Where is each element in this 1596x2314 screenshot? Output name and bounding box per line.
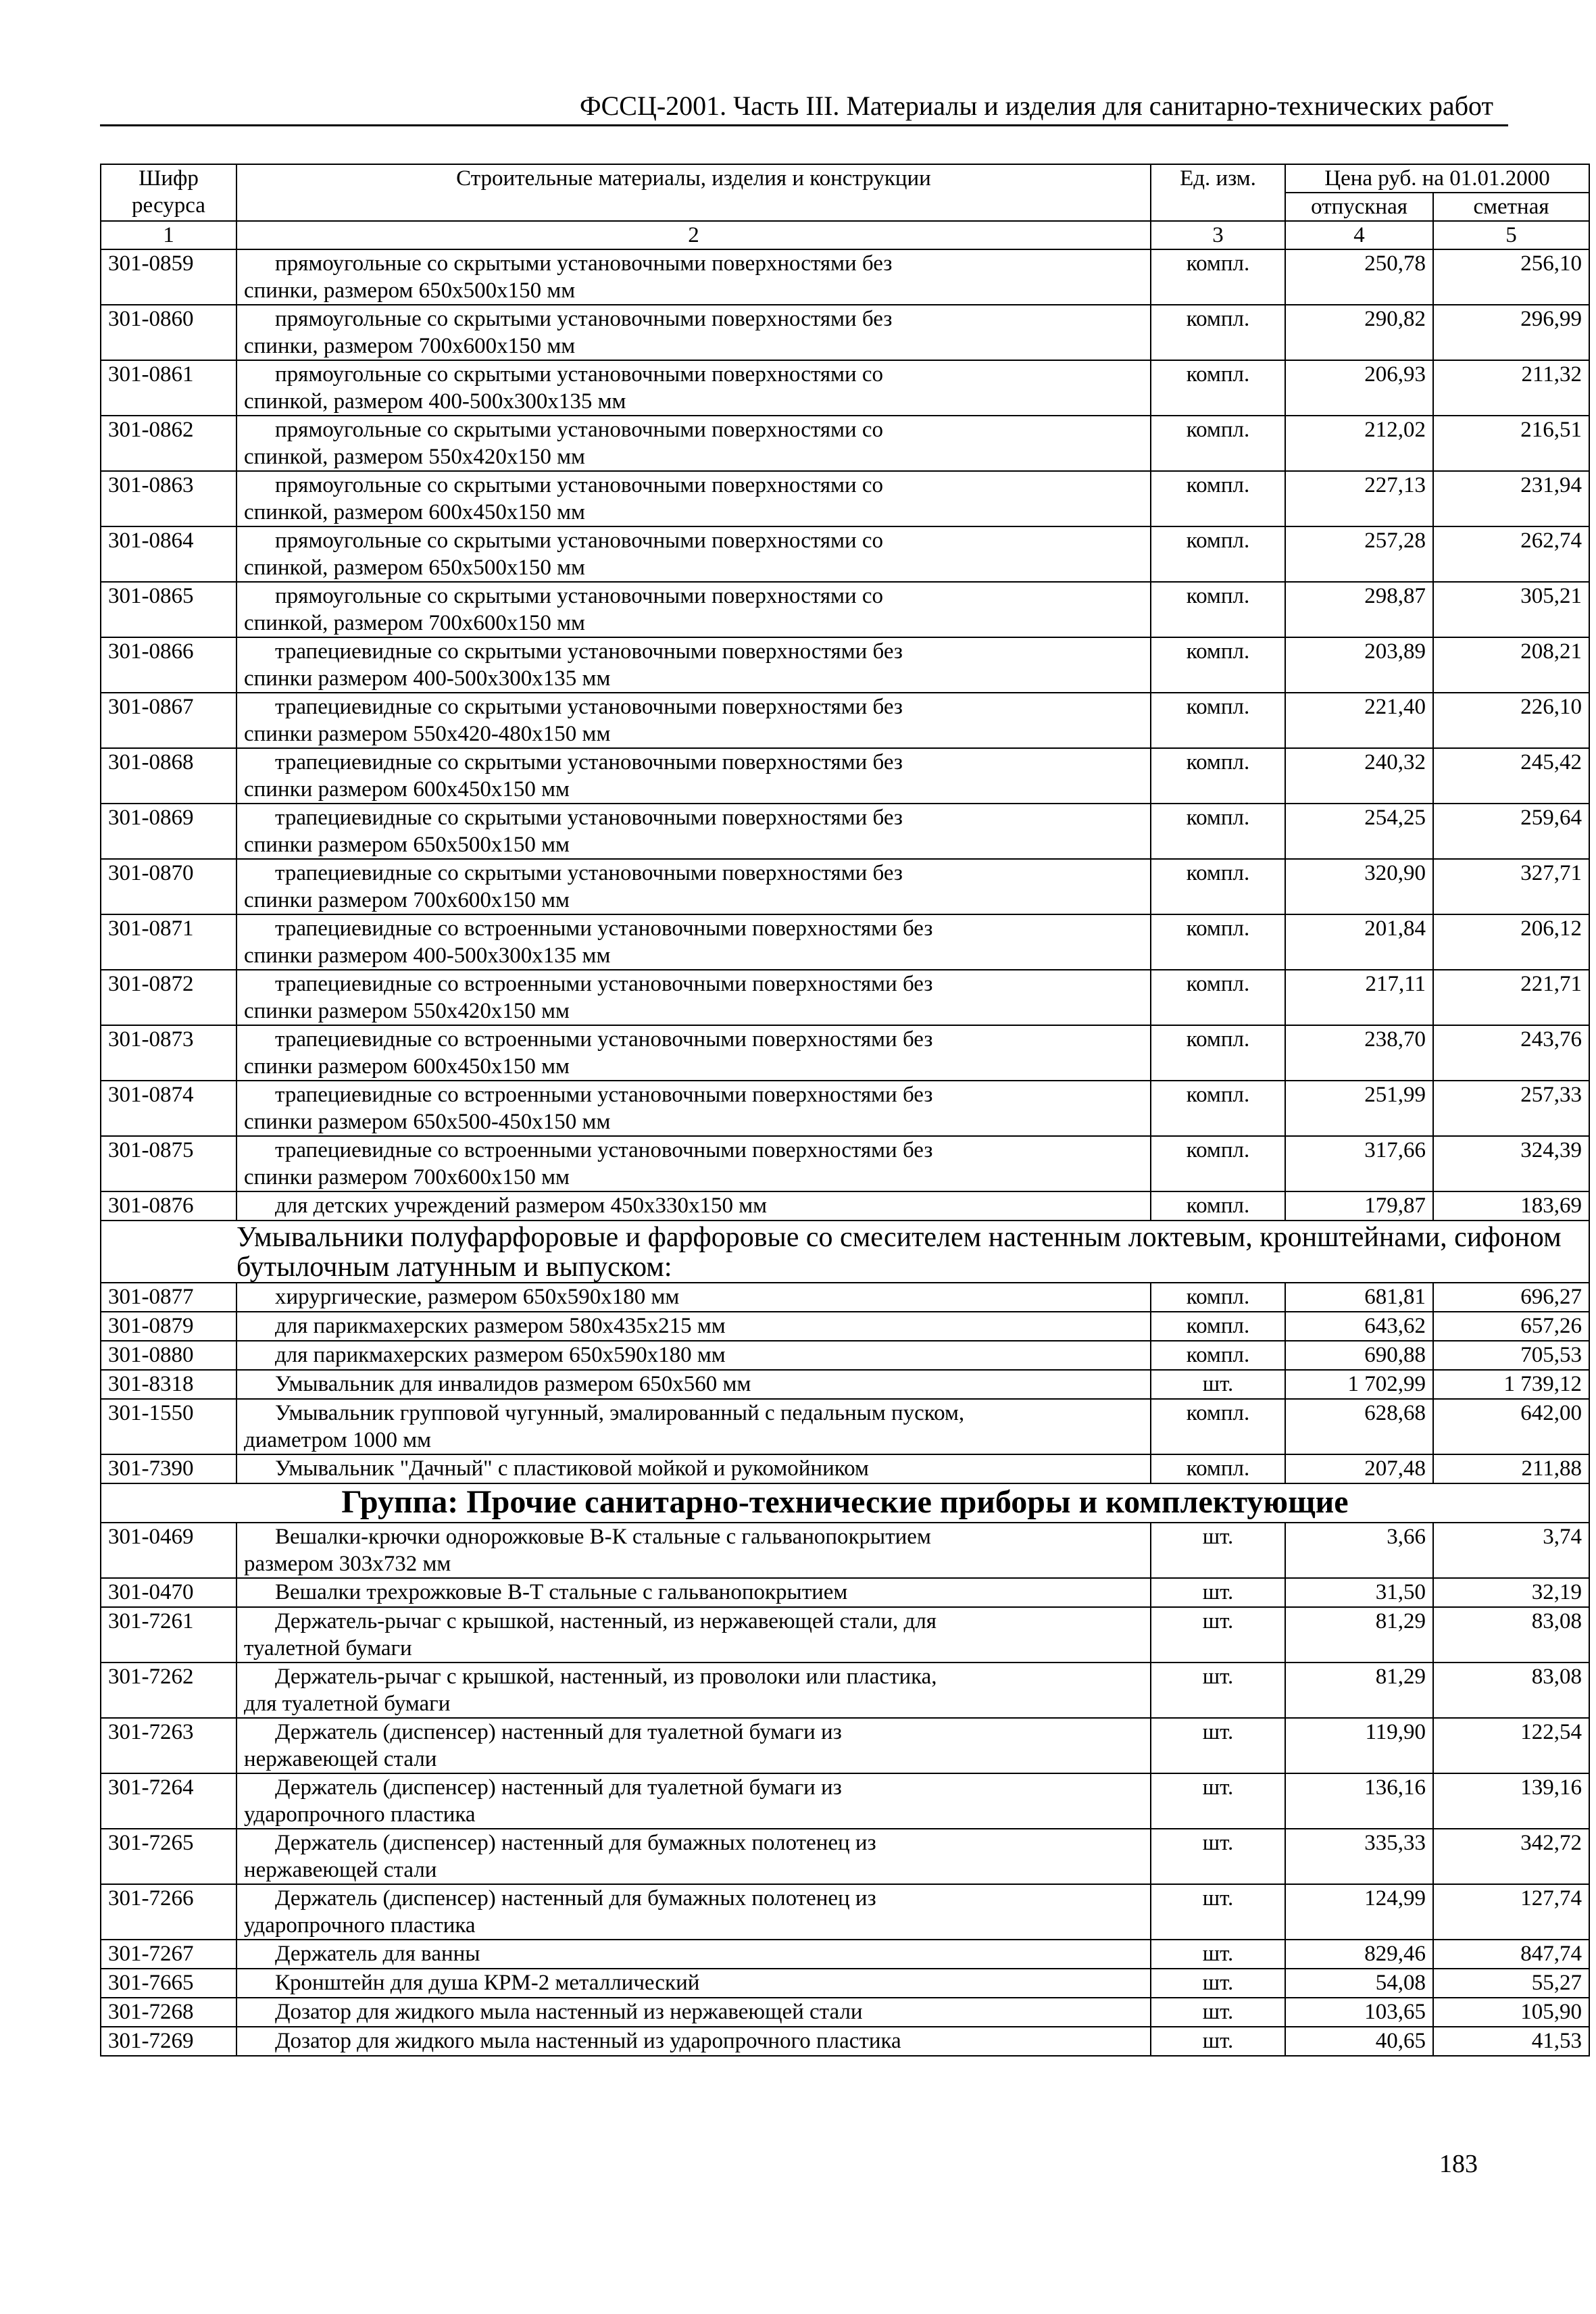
table-row [101, 526, 1589, 582]
resource-code: 301-7390 [101, 1454, 236, 1483]
description-line: Держатель-рычаг с крышкой, настенный, из нержавеющей стали, для [275, 1609, 937, 1633]
estimate-price: 245,42 [1433, 748, 1589, 804]
estimate-price: 243,76 [1433, 1025, 1589, 1081]
col-number: 1 [101, 221, 236, 249]
table-row [101, 637, 1589, 693]
resource-code: 301-0867 [101, 693, 236, 748]
unit-cell: компл. [1151, 970, 1285, 1025]
unit-cell: шт. [1151, 1523, 1285, 1578]
release-price: 119,90 [1285, 1718, 1433, 1773]
item-description [236, 914, 1151, 970]
item-description [236, 748, 1151, 804]
col-header-estimate: сметная [1433, 193, 1589, 221]
item-description [236, 1663, 1151, 1718]
resource-code: 301-0861 [101, 360, 236, 416]
description-line: трапециевидные со встроенными установочными поверхностями без [275, 1083, 933, 1107]
unit-cell: шт. [1151, 1773, 1285, 1829]
table-row [101, 914, 1589, 970]
table-row [101, 693, 1589, 748]
estimate-price: 41,53 [1433, 2027, 1589, 2056]
table-row [101, 1998, 1589, 2027]
estimate-price: 83,08 [1433, 1607, 1589, 1663]
description-line: прямоугольные со скрытыми установочными поверхностями со [275, 473, 884, 497]
release-price: 298,87 [1285, 582, 1433, 637]
description-line: прямоугольные со скрытыми установочными поверхностями со [275, 362, 884, 387]
item-description [236, 1312, 1151, 1341]
release-price: 31,50 [1285, 1578, 1433, 1607]
release-price: 81,29 [1285, 1663, 1433, 1718]
item-description [236, 360, 1151, 416]
resource-code: 301-0860 [101, 305, 236, 360]
group-heading-row [101, 1483, 1589, 1523]
description-line: прямоугольные со скрытыми установочными поверхностями без [275, 307, 893, 331]
estimate-price: 657,26 [1433, 1312, 1589, 1341]
resource-code: 301-0876 [101, 1191, 236, 1221]
resource-code: 301-7268 [101, 1998, 236, 2027]
estimate-price: 183,69 [1433, 1191, 1589, 1221]
description-line: спинки размером 550х420х150 мм [244, 999, 570, 1023]
unit-cell: компл. [1151, 471, 1285, 526]
table-row [101, 748, 1589, 804]
item-description [236, 1454, 1151, 1483]
resource-code: 301-7267 [101, 1940, 236, 1969]
unit-cell: компл. [1151, 1399, 1285, 1454]
description-line: спинки размером 400-500х300х135 мм [244, 666, 611, 691]
item-description [236, 1884, 1151, 1940]
description-line: Держатель (диспенсер) настенный для бумажных полотенец из [275, 1831, 876, 1855]
description-line: трапециевидные со скрытыми установочными поверхностями без [275, 750, 903, 774]
estimate-price: 139,16 [1433, 1773, 1589, 1829]
description-line: для парикмахерских размером 580х435х215 мм [275, 1314, 726, 1338]
item-description [236, 1025, 1151, 1081]
release-price: 290,82 [1285, 305, 1433, 360]
resource-code: 301-0470 [101, 1578, 236, 1607]
description-line: диаметром 1000 мм [244, 1428, 431, 1452]
release-price: 212,02 [1285, 416, 1433, 471]
item-description [236, 1940, 1151, 1969]
item-description [236, 249, 1151, 305]
release-price: 1 702,99 [1285, 1370, 1433, 1399]
table-row [101, 970, 1589, 1025]
table-row [101, 305, 1589, 360]
description-line: Вешалки трехрожковые В-Т стальные с гальванопокрытием [275, 1580, 848, 1604]
item-description [236, 804, 1151, 859]
table-row [101, 1136, 1589, 1191]
description-line: спинки, размером 700х600х150 мм [244, 334, 576, 358]
release-price: 221,40 [1285, 693, 1433, 748]
unit-cell: шт. [1151, 1829, 1285, 1884]
resource-code: 301-7262 [101, 1663, 236, 1718]
description-line: трапециевидные со скрытыми установочными поверхностями без [275, 695, 903, 719]
item-description [236, 970, 1151, 1025]
col-header-name: Строительные материалы, изделия и конструкции [236, 164, 1151, 221]
description-line: ударопрочного пластика [244, 1802, 476, 1827]
table-row [101, 1370, 1589, 1399]
unit-cell: шт. [1151, 1718, 1285, 1773]
release-price: 254,25 [1285, 804, 1433, 859]
release-price: 238,70 [1285, 1025, 1433, 1081]
unit-cell: шт. [1151, 1884, 1285, 1940]
unit-cell: компл. [1151, 582, 1285, 637]
description-line: спинкой, размером 400-500х300х135 мм [244, 389, 626, 414]
estimate-price: 259,64 [1433, 804, 1589, 859]
table-row [101, 1829, 1589, 1884]
item-description [236, 1607, 1151, 1663]
description-line: спинкой, размером 650х500х150 мм [244, 556, 585, 580]
item-description [236, 1283, 1151, 1312]
description-line: трапециевидные со встроенными установочными поверхностями без [275, 1138, 933, 1162]
description-line: Держатель (диспенсер) настенный для туалетной бумаги из [275, 1775, 842, 1800]
release-price: 317,66 [1285, 1136, 1433, 1191]
table-row [101, 1454, 1589, 1483]
description-line: трапециевидные со скрытыми установочными поверхностями без [275, 861, 903, 885]
description-line: нержавеющей стали [244, 1858, 437, 1882]
price-table [100, 164, 1590, 2057]
description-line: спинки, размером 650х500х150 мм [244, 278, 576, 303]
release-price: 136,16 [1285, 1773, 1433, 1829]
item-description [236, 305, 1151, 360]
resource-code: 301-0469 [101, 1523, 236, 1578]
release-price: 179,87 [1285, 1191, 1433, 1221]
description-line: спинкой, размером 600х450х150 мм [244, 500, 585, 524]
item-description [236, 1718, 1151, 1773]
description-line: Дозатор для жидкого мыла настенный из ударопрочного пластика [275, 2029, 901, 2053]
resource-code: 301-0872 [101, 970, 236, 1025]
description-line: Держатель (диспенсер) настенный для бумажных полотенец из [275, 1886, 876, 1911]
unit-cell: шт. [1151, 1969, 1285, 1998]
section-heading-row [101, 1221, 1589, 1283]
description-line: прямоугольные со скрытыми установочными поверхностями со [275, 528, 884, 553]
estimate-price: 1 739,12 [1433, 1370, 1589, 1399]
table-row [101, 1312, 1589, 1341]
table-row [101, 1773, 1589, 1829]
col-header-price: Цена руб. на 01.01.2000 [1285, 164, 1589, 193]
release-price: 643,62 [1285, 1312, 1433, 1341]
item-description [236, 416, 1151, 471]
table-row [101, 1191, 1589, 1221]
description-line: Кронштейн для душа КРМ-2 металлический [275, 1971, 700, 1995]
release-price: 201,84 [1285, 914, 1433, 970]
release-price: 257,28 [1285, 526, 1433, 582]
description-line: трапециевидные со встроенными установочными поверхностями без [275, 1027, 933, 1052]
column-numbers-row [101, 221, 1589, 249]
unit-cell: шт. [1151, 1940, 1285, 1969]
description-line: спинки размером 600х450х150 мм [244, 777, 570, 802]
estimate-price: 296,99 [1433, 305, 1589, 360]
item-description [236, 1341, 1151, 1370]
resource-code: 301-0868 [101, 748, 236, 804]
unit-cell: шт. [1151, 1607, 1285, 1663]
estimate-price: 83,08 [1433, 1663, 1589, 1718]
description-line: туалетной бумаги [244, 1636, 412, 1660]
estimate-price: 221,71 [1433, 970, 1589, 1025]
description-line: спинки размером 550х420-480х150 мм [244, 722, 611, 746]
resource-code: 301-0870 [101, 859, 236, 914]
description-line: для детских учреждений размером 450х330х150 мм [275, 1193, 768, 1218]
release-price: 124,99 [1285, 1884, 1433, 1940]
resource-code: 301-0879 [101, 1312, 236, 1341]
estimate-price: 262,74 [1433, 526, 1589, 582]
release-price: 251,99 [1285, 1081, 1433, 1136]
description-line: ударопрочного пластика [244, 1913, 476, 1938]
running-header [100, 87, 1508, 126]
unit-cell: компл. [1151, 526, 1285, 582]
description-line: Держатель (диспенсер) настенный для туалетной бумаги из [275, 1720, 842, 1744]
estimate-price: 32,19 [1433, 1578, 1589, 1607]
unit-cell: компл. [1151, 1081, 1285, 1136]
resource-code: 301-7261 [101, 1607, 236, 1663]
release-price: 54,08 [1285, 1969, 1433, 1998]
table-row [101, 1081, 1589, 1136]
unit-cell: компл. [1151, 637, 1285, 693]
item-description [236, 526, 1151, 582]
page-number: 183 [1439, 2150, 1478, 2178]
unit-cell: компл. [1151, 693, 1285, 748]
estimate-price: 342,72 [1433, 1829, 1589, 1884]
item-description [236, 637, 1151, 693]
resource-code: 301-0866 [101, 637, 236, 693]
release-price: 690,88 [1285, 1341, 1433, 1370]
unit-cell: компл. [1151, 305, 1285, 360]
description-line: прямоугольные со скрытыми установочными поверхностями без [275, 251, 893, 276]
table-row [101, 471, 1589, 526]
table-row [101, 1523, 1589, 1578]
estimate-price: 305,21 [1433, 582, 1589, 637]
table-row [101, 1718, 1589, 1773]
header-row [101, 164, 1589, 193]
estimate-price: 327,71 [1433, 859, 1589, 914]
unit-cell: компл. [1151, 1341, 1285, 1370]
unit-cell: компл. [1151, 1454, 1285, 1483]
release-price: 829,46 [1285, 1940, 1433, 1969]
description-line: нержавеющей стали [244, 1747, 437, 1771]
description-line: Умывальник "Дачный" с пластиковой мойкой и рукомойником [275, 1456, 869, 1481]
col-number: 4 [1285, 221, 1433, 249]
description-line: Умывальник групповой чугунный, эмалированный с педальным пуском, [275, 1401, 965, 1425]
table-row [101, 1578, 1589, 1607]
resource-code: 301-0859 [101, 249, 236, 305]
unit-cell: компл. [1151, 804, 1285, 859]
resource-code: 301-0873 [101, 1025, 236, 1081]
release-price: 250,78 [1285, 249, 1433, 305]
description-line: прямоугольные со скрытыми установочными поверхностями со [275, 418, 884, 442]
estimate-price: 216,51 [1433, 416, 1589, 471]
description-line: спинки размером 400-500х300х135 мм [244, 943, 611, 968]
release-price: 207,48 [1285, 1454, 1433, 1483]
unit-cell: шт. [1151, 1998, 1285, 2027]
unit-cell: компл. [1151, 1283, 1285, 1312]
resource-code: 301-0877 [101, 1283, 236, 1312]
estimate-price: 256,10 [1433, 249, 1589, 305]
resource-code: 301-7269 [101, 2027, 236, 2056]
item-description [236, 1136, 1151, 1191]
estimate-price: 208,21 [1433, 637, 1589, 693]
item-description [236, 582, 1151, 637]
table-row [101, 804, 1589, 859]
release-price: 3,66 [1285, 1523, 1433, 1578]
release-price: 203,89 [1285, 637, 1433, 693]
table-row [101, 1663, 1589, 1718]
description-line: прямоугольные со скрытыми установочными поверхностями со [275, 584, 884, 608]
unit-cell: компл. [1151, 1025, 1285, 1081]
table-row [101, 859, 1589, 914]
release-price: 681,81 [1285, 1283, 1433, 1312]
unit-cell: компл. [1151, 1312, 1285, 1341]
resource-code: 301-7264 [101, 1773, 236, 1829]
release-price: 240,32 [1285, 748, 1433, 804]
col-number: 3 [1151, 221, 1285, 249]
estimate-price: 105,90 [1433, 1998, 1589, 2027]
description-line: для туалетной бумаги [244, 1692, 451, 1716]
group-heading: Группа: Прочие санитарно-технические приборы и комплектующие [101, 1483, 1589, 1523]
estimate-price: 3,74 [1433, 1523, 1589, 1578]
description-line: Держатель-рычаг с крышкой, настенный, из проволоки или пластика, [275, 1665, 937, 1689]
table-row [101, 1607, 1589, 1663]
item-description [236, 1829, 1151, 1884]
description-line: спинкой, размером 700х600х150 мм [244, 611, 585, 635]
description-line: спинкой, размером 550х420х150 мм [244, 445, 585, 469]
description-line: спинки размером 650х500х150 мм [244, 833, 570, 857]
resource-code: 301-0874 [101, 1081, 236, 1136]
unit-cell: шт. [1151, 1370, 1285, 1399]
unit-cell: компл. [1151, 914, 1285, 970]
description-line: размером 303х732 мм [244, 1552, 451, 1576]
table-row [101, 1025, 1589, 1081]
estimate-price: 696,27 [1433, 1283, 1589, 1312]
item-description [236, 1773, 1151, 1829]
resource-code: 301-7266 [101, 1884, 236, 1940]
item-description [236, 1399, 1151, 1454]
table-row [101, 1969, 1589, 1998]
resource-code: 301-0880 [101, 1341, 236, 1370]
col-header-release: отпускная [1285, 193, 1433, 221]
table-row [101, 2027, 1589, 2056]
release-price: 217,11 [1285, 970, 1433, 1025]
unit-cell: компл. [1151, 249, 1285, 305]
description-line: хирургические, размером 650х590х180 мм [275, 1285, 680, 1309]
item-description [236, 1523, 1151, 1578]
resource-code: 301-0863 [101, 471, 236, 526]
unit-cell: компл. [1151, 1191, 1285, 1221]
release-price: 206,93 [1285, 360, 1433, 416]
col-header-code: Шифр ресурса [101, 164, 236, 221]
description-line: Вешалки-крючки однорожковые В-К стальные с гальванопокрытием [275, 1525, 931, 1549]
unit-cell: компл. [1151, 416, 1285, 471]
estimate-price: 231,94 [1433, 471, 1589, 526]
description-line: Умывальник для инвалидов размером 650х560 мм [275, 1372, 751, 1396]
description-line: трапециевидные со скрытыми установочными поверхностями без [275, 639, 903, 664]
table-row [101, 1399, 1589, 1454]
item-description [236, 1998, 1151, 2027]
description-line: для парикмахерских размером 650х590х180 мм [275, 1343, 726, 1367]
estimate-price: 122,54 [1433, 1718, 1589, 1773]
resource-code: 301-0875 [101, 1136, 236, 1191]
item-description [236, 1191, 1151, 1221]
item-description [236, 471, 1151, 526]
unit-cell: компл. [1151, 748, 1285, 804]
resource-code: 301-1550 [101, 1399, 236, 1454]
unit-cell: шт. [1151, 1663, 1285, 1718]
estimate-price: 642,00 [1433, 1399, 1589, 1454]
release-price: 320,90 [1285, 859, 1433, 914]
estimate-price: 257,33 [1433, 1081, 1589, 1136]
release-price: 335,33 [1285, 1829, 1433, 1884]
table-row [101, 1283, 1589, 1312]
item-description [236, 859, 1151, 914]
unit-cell: компл. [1151, 1136, 1285, 1191]
resource-code: 301-0862 [101, 416, 236, 471]
description-line: трапециевидные со встроенными установочными поверхностями без [275, 916, 933, 941]
item-description [236, 693, 1151, 748]
release-price: 227,13 [1285, 471, 1433, 526]
section-heading: Умывальники полуфарфоровые и фарфоровые со смесителем настенным локтевым, кронштейнами, сифоном бутылочным латунным и выпуском: [101, 1221, 1589, 1283]
resource-code: 301-0864 [101, 526, 236, 582]
unit-cell: компл. [1151, 859, 1285, 914]
description-line: трапециевидные со встроенными установочными поверхностями без [275, 972, 933, 996]
table-row [101, 1940, 1589, 1969]
table-row [101, 1341, 1589, 1370]
unit-cell: компл. [1151, 360, 1285, 416]
col-number: 5 [1433, 221, 1589, 249]
table-row [101, 582, 1589, 637]
estimate-price: 324,39 [1433, 1136, 1589, 1191]
resource-code: 301-0865 [101, 582, 236, 637]
estimate-price: 705,53 [1433, 1341, 1589, 1370]
release-price: 103,65 [1285, 1998, 1433, 2027]
estimate-price: 55,27 [1433, 1969, 1589, 1998]
estimate-price: 226,10 [1433, 693, 1589, 748]
description-line: спинки размером 700х600х150 мм [244, 888, 570, 912]
col-number: 2 [236, 221, 1151, 249]
resource-code: 301-7263 [101, 1718, 236, 1773]
description-line: Дозатор для жидкого мыла настенный из нержавеющей стали [275, 2000, 863, 2024]
estimate-price: 211,88 [1433, 1454, 1589, 1483]
estimate-price: 211,32 [1433, 360, 1589, 416]
estimate-price: 847,74 [1433, 1940, 1589, 1969]
unit-cell: шт. [1151, 2027, 1285, 2056]
resource-code: 301-8318 [101, 1370, 236, 1399]
header-title: ФССЦ-2001. Часть III. Материалы и изделия для санитарно-технических работ [580, 91, 1493, 121]
release-price: 81,29 [1285, 1607, 1433, 1663]
table-row [101, 249, 1589, 305]
description-line: спинки размером 700х600х150 мм [244, 1165, 570, 1189]
resource-code: 301-0869 [101, 804, 236, 859]
description-line: трапециевидные со скрытыми установочными поверхностями без [275, 806, 903, 830]
col-header-unit: Ед. изм. [1151, 164, 1285, 221]
description-line: спинки размером 600х450х150 мм [244, 1054, 570, 1079]
table-row [101, 360, 1589, 416]
resource-code: 301-7665 [101, 1969, 236, 1998]
table-row [101, 416, 1589, 471]
description-line: спинки размером 650х500-450х150 мм [244, 1110, 611, 1134]
resource-code: 301-7265 [101, 1829, 236, 1884]
release-price: 628,68 [1285, 1399, 1433, 1454]
item-description [236, 1578, 1151, 1607]
release-price: 40,65 [1285, 2027, 1433, 2056]
item-description [236, 1370, 1151, 1399]
resource-code: 301-0871 [101, 914, 236, 970]
description-line: Держатель для ванны [275, 1942, 480, 1966]
estimate-price: 206,12 [1433, 914, 1589, 970]
table-row [101, 1884, 1589, 1940]
item-description [236, 1081, 1151, 1136]
item-description [236, 1969, 1151, 1998]
unit-cell: шт. [1151, 1578, 1285, 1607]
estimate-price: 127,74 [1433, 1884, 1589, 1940]
item-description [236, 2027, 1151, 2056]
